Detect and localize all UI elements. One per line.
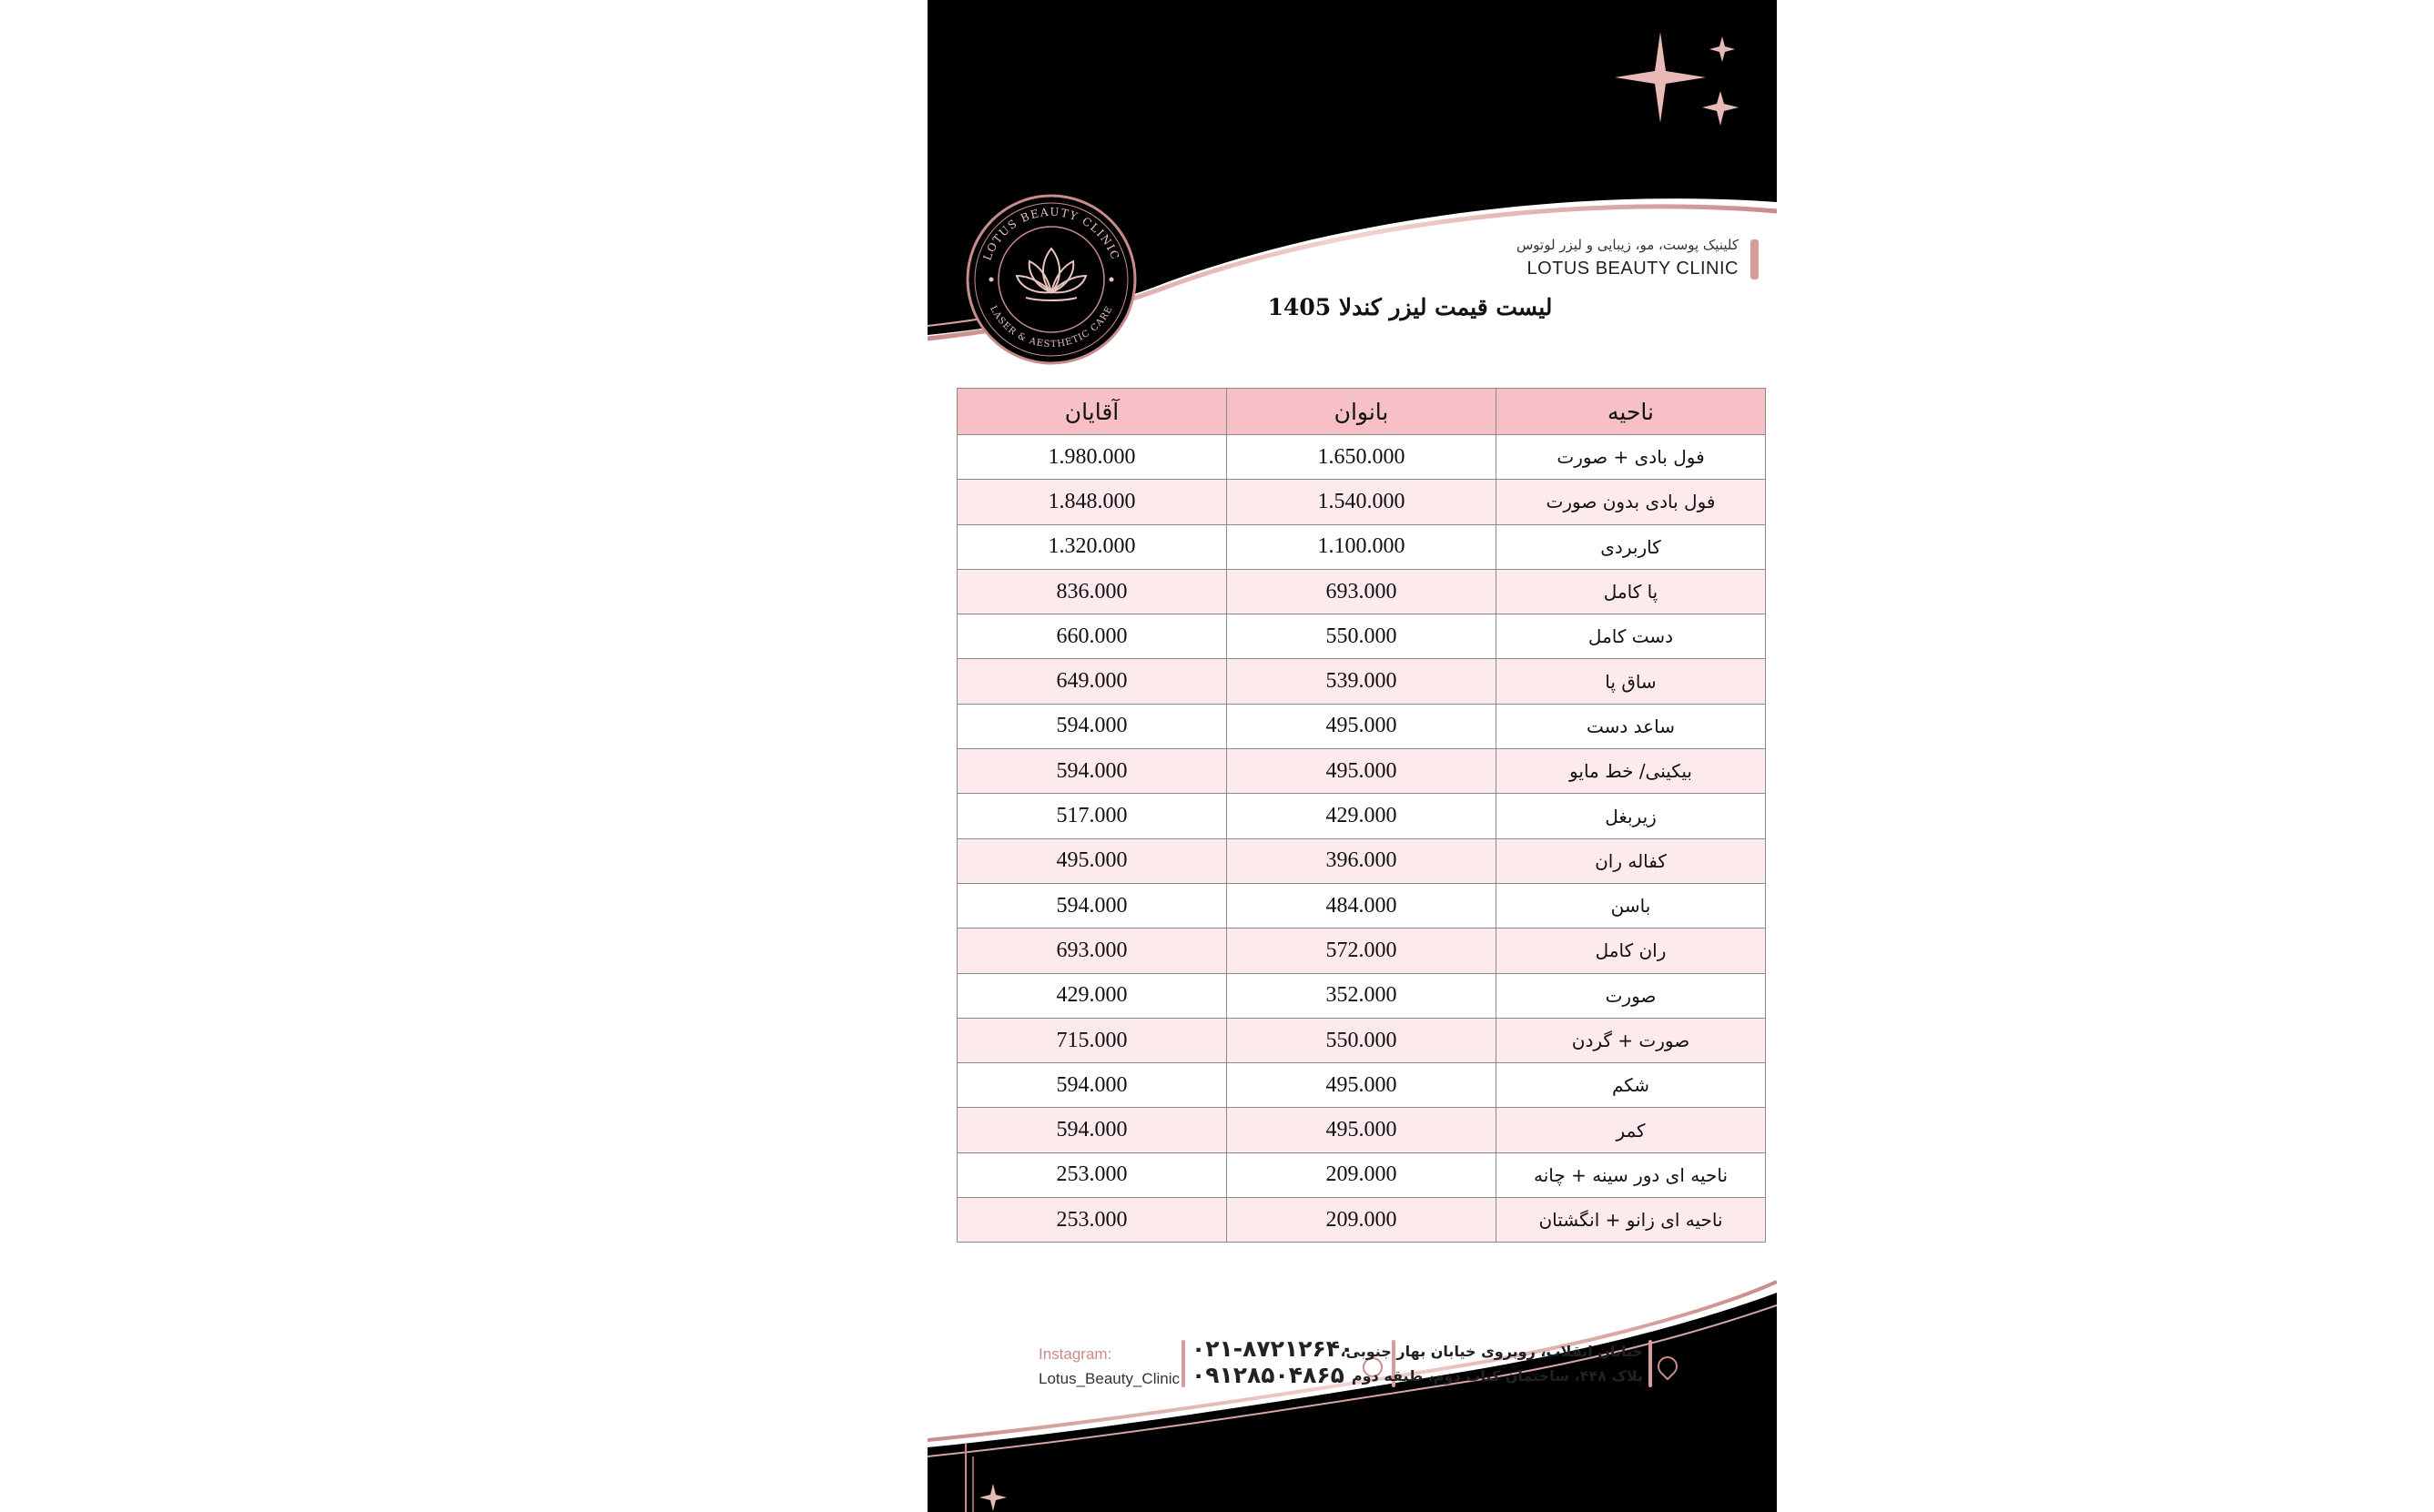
header-men: آقایان — [958, 389, 1227, 435]
men-price-cell: 594.000 — [958, 749, 1227, 794]
area-cell: فول بادی + صورت — [1496, 435, 1766, 480]
price-list-flyer — [928, 0, 1777, 1512]
women-price-cell: 209.000 — [1227, 1152, 1496, 1197]
area-cell: صورت — [1496, 973, 1766, 1018]
women-price-cell: 352.000 — [1227, 973, 1496, 1018]
women-price-cell: 495.000 — [1227, 749, 1496, 794]
men-price-cell: 1.980.000 — [958, 435, 1227, 480]
women-price-cell: 572.000 — [1227, 929, 1496, 973]
men-price-cell: 1.320.000 — [958, 524, 1227, 569]
lotus-logo — [966, 194, 1137, 365]
men-price-cell: 715.000 — [958, 1018, 1227, 1062]
instagram-handle[interactable]: Lotus_Beauty_Clinic — [1039, 1370, 1180, 1387]
area-cell: باسن — [1496, 883, 1766, 928]
footer-divider — [1648, 1340, 1652, 1387]
area-cell: ناحیه ای دور سینه + چانه — [1496, 1152, 1766, 1197]
women-price-cell: 1.540.000 — [1227, 480, 1496, 524]
area-cell: پا کامل — [1496, 569, 1766, 614]
table-row — [958, 1198, 1766, 1243]
area-cell: کاربردی — [1496, 524, 1766, 569]
footer-divider — [1182, 1340, 1185, 1387]
clinic-name-fa: کلینیک پوست، مو، زیبایی و لیزر لوتوس — [1516, 237, 1739, 253]
men-price-cell: 660.000 — [958, 614, 1227, 659]
women-price-cell: 495.000 — [1227, 1108, 1496, 1152]
table-row — [958, 435, 1766, 480]
phone-number-1[interactable]: ۰۲۱-۸۷۲۱۲۶۴۰ — [1192, 1335, 1354, 1362]
men-price-cell: 253.000 — [958, 1152, 1227, 1197]
table-row — [958, 883, 1766, 928]
table-row — [958, 659, 1766, 704]
area-cell: صورت + گردن — [1496, 1018, 1766, 1062]
table-row — [958, 1063, 1766, 1108]
women-price-cell: 396.000 — [1227, 838, 1496, 883]
women-price-cell: 209.000 — [1227, 1198, 1496, 1243]
men-price-cell: 594.000 — [958, 1108, 1227, 1152]
women-price-cell: 693.000 — [1227, 569, 1496, 614]
clinic-name-en: LOTUS BEAUTY CLINIC — [1526, 259, 1739, 279]
women-price-cell: 495.000 — [1227, 1063, 1496, 1108]
area-cell: کفاله ران — [1496, 838, 1766, 883]
women-price-cell: 550.000 — [1227, 1018, 1496, 1062]
women-price-cell: 484.000 — [1227, 883, 1496, 928]
table-row — [958, 704, 1766, 748]
address-line-1: خیابان انقلاب، روبروی خیابان بهار جنوبی، — [1340, 1343, 1643, 1360]
men-price-cell: 517.000 — [958, 794, 1227, 838]
logo-ring-top: LOTUS BEAUTY CLINIC — [980, 205, 1122, 263]
table-row — [958, 480, 1766, 524]
area-cell: ساق پا — [1496, 659, 1766, 704]
table-header-row — [958, 389, 1766, 435]
logo-ring-bottom: LASER & AESTHETIC CARE — [988, 304, 1115, 350]
men-price-cell: 1.848.000 — [958, 480, 1227, 524]
women-price-cell: 429.000 — [1227, 794, 1496, 838]
men-price-cell: 594.000 — [958, 704, 1227, 748]
table-body — [958, 435, 1766, 1243]
men-price-cell: 594.000 — [958, 1063, 1227, 1108]
area-cell: ران کامل — [1496, 929, 1766, 973]
women-price-cell: 495.000 — [1227, 704, 1496, 748]
men-price-cell: 594.000 — [958, 883, 1227, 928]
table-row — [958, 1108, 1766, 1152]
area-cell: دست کامل — [1496, 614, 1766, 659]
table-row — [958, 1018, 1766, 1062]
table-row — [958, 749, 1766, 794]
men-price-cell: 693.000 — [958, 929, 1227, 973]
area-cell: فول بادی بدون صورت — [1496, 480, 1766, 524]
table-row — [958, 614, 1766, 659]
header-women: بانوان — [1227, 389, 1496, 435]
women-price-cell: 550.000 — [1227, 614, 1496, 659]
page-title: لیست قیمت لیزر کندلا 1405 — [1267, 294, 1553, 320]
price-table — [957, 388, 1766, 1243]
header-area: ناحیه — [1496, 389, 1766, 435]
table-row — [958, 1152, 1766, 1197]
women-price-cell: 539.000 — [1227, 659, 1496, 704]
area-cell: کمر — [1496, 1108, 1766, 1152]
table-row — [958, 973, 1766, 1018]
area-cell: ناحیه ای زانو + انگشتان — [1496, 1198, 1766, 1243]
address-line-2: پلاک ۴۴۸، ساختمان کتاب دوم، طبقه دوم — [1351, 1367, 1643, 1385]
women-price-cell: 1.100.000 — [1227, 524, 1496, 569]
table-row — [958, 569, 1766, 614]
table-row — [958, 794, 1766, 838]
men-price-cell: 429.000 — [958, 973, 1227, 1018]
men-price-cell: 836.000 — [958, 569, 1227, 614]
area-cell: ساعد دست — [1496, 704, 1766, 748]
table-row — [958, 524, 1766, 569]
table-row — [958, 838, 1766, 883]
phone-number-2[interactable]: ۰۹۱۲۸۵۰۴۸۶۵ — [1192, 1362, 1344, 1388]
men-price-cell: 649.000 — [958, 659, 1227, 704]
area-cell: زیربغل — [1496, 794, 1766, 838]
clinic-accent-bar — [1750, 239, 1759, 279]
area-cell: بیکینی/ خط مایو — [1496, 749, 1766, 794]
table-row — [958, 929, 1766, 973]
instagram-label: Instagram: — [1039, 1345, 1112, 1363]
men-price-cell: 495.000 — [958, 838, 1227, 883]
men-price-cell: 253.000 — [958, 1198, 1227, 1243]
women-price-cell: 1.650.000 — [1227, 435, 1496, 480]
area-cell: شکم — [1496, 1063, 1766, 1108]
